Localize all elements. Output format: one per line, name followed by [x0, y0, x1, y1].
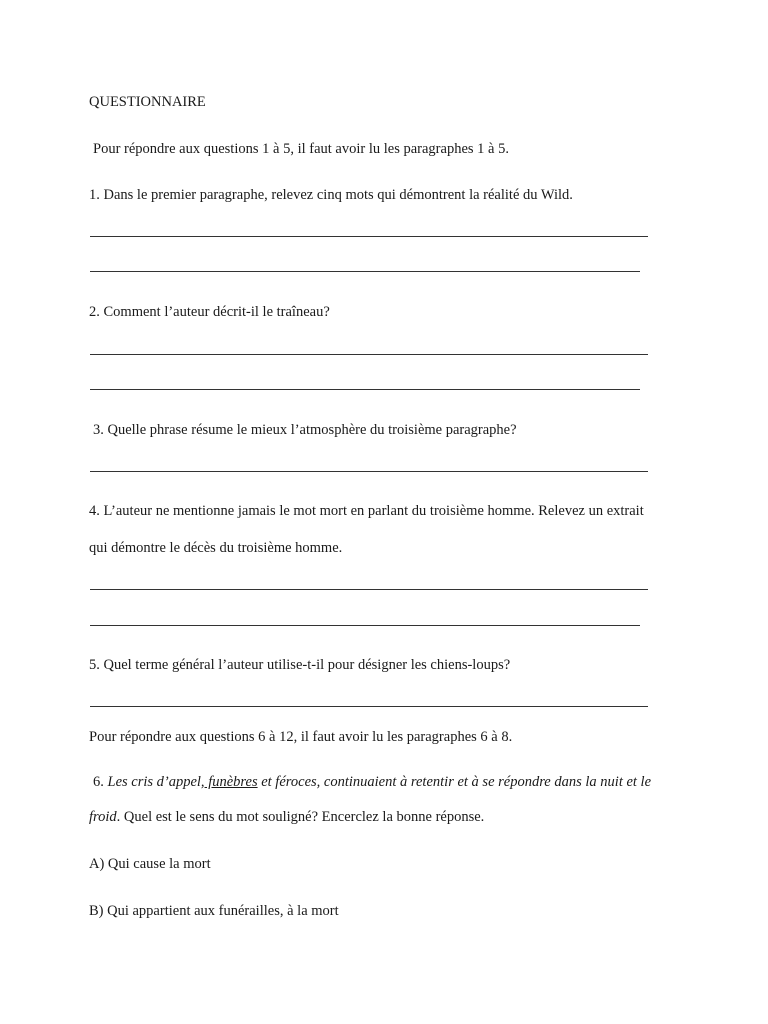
option-a[interactable]: A) Qui cause la mort — [89, 856, 211, 872]
question-5: 5. Quel terme général l’auteur utilise-t-il pour désigner les chiens-loups? — [89, 657, 511, 673]
answer-line — [90, 236, 648, 237]
question-1: 1. Dans le premier paragraphe, relevez cinq mots qui démontrent la réalité du Wild. — [89, 187, 573, 203]
answer-line — [90, 471, 648, 472]
question-4-line-1: 4. L’auteur ne mentionne jamais le mot mort en parlant du troisième homme. Relevez un extrait — [89, 503, 644, 519]
question-6-number: 6. — [93, 774, 104, 790]
quote-part-2: et féroces, continuaient à retentir et à se répondre dans la nuit et le — [257, 774, 652, 790]
underlined-word: funèbres — [204, 774, 258, 790]
quote-part-3: froid — [89, 809, 117, 825]
question-6-line-2 — [89, 808, 484, 826]
answer-line — [90, 271, 640, 272]
intro-questions-1-5: Pour répondre aux questions 1 à 5, il faut avoir lu les paragraphes 1 à 5. — [93, 141, 509, 157]
quote-part-1: Les cris d’appel, — [107, 774, 205, 790]
answer-line — [90, 589, 648, 590]
question-4-line-2: qui démontre le décès du troisième homme. — [89, 540, 343, 556]
question-6-text: . Quel est le sens du mot souligné? Encerclez la bonne réponse. — [116, 809, 485, 825]
page-title: QUESTIONNAIRE — [89, 94, 206, 110]
answer-line — [90, 389, 640, 390]
question-6-line-1 — [93, 773, 651, 791]
answer-line — [90, 706, 648, 707]
intro-questions-6-12: Pour répondre aux questions 6 à 12, il faut avoir lu les paragraphes 6 à 8. — [89, 729, 513, 745]
question-3: 3. Quelle phrase résume le mieux l’atmosphère du troisième paragraphe? — [93, 422, 517, 438]
answer-line — [90, 354, 648, 355]
question-2: 2. Comment l’auteur décrit-il le traîneau? — [89, 304, 330, 320]
answer-line — [90, 625, 640, 626]
option-b[interactable]: B) Qui appartient aux funérailles, à la mort — [89, 903, 339, 919]
